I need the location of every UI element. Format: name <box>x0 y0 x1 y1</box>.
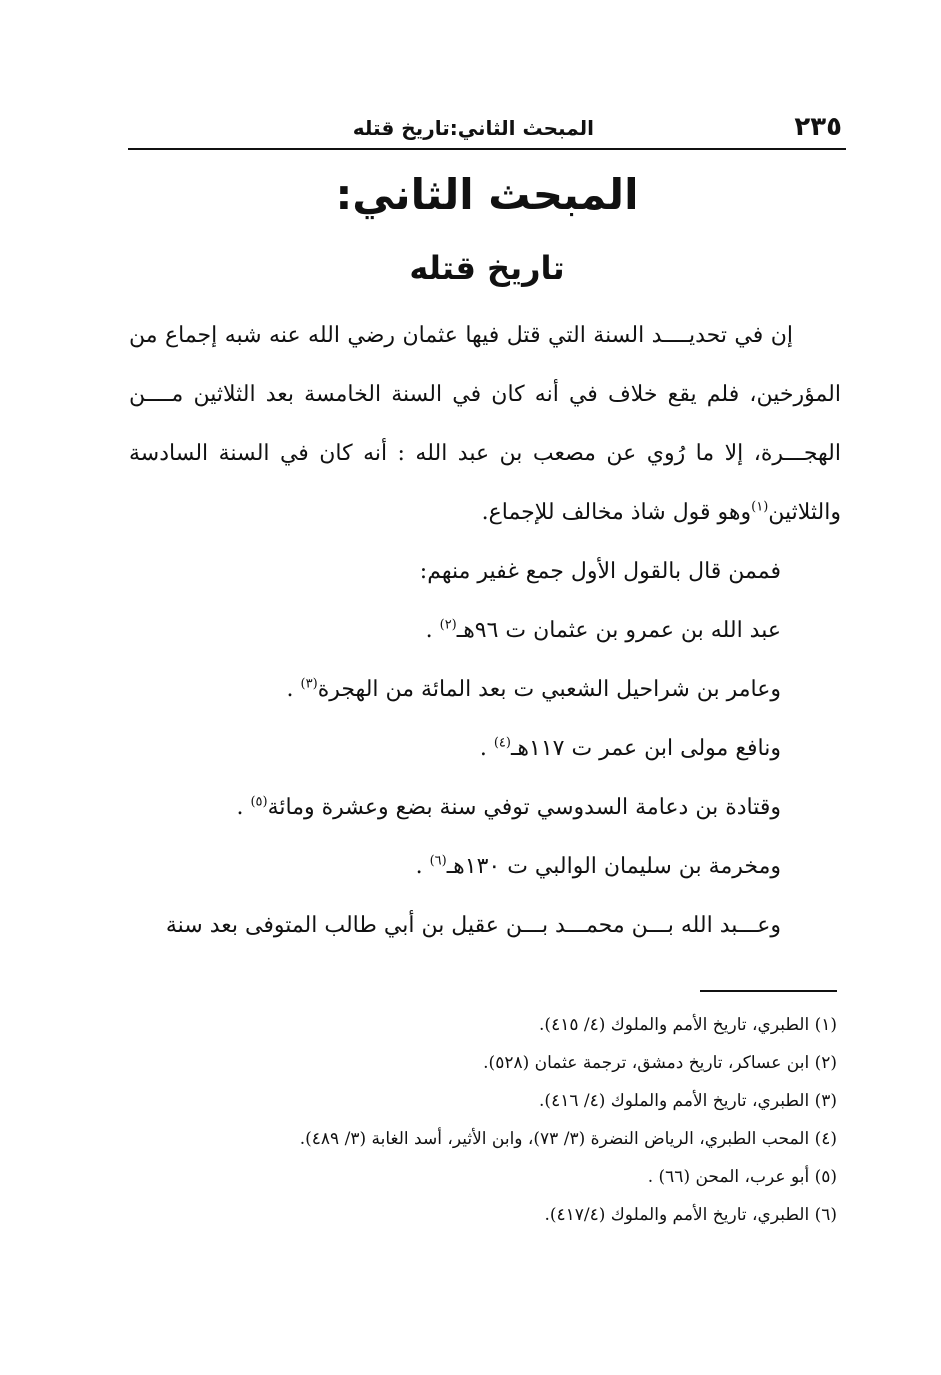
footnote-ref-5[interactable]: (٥) <box>250 794 268 810</box>
footnotes <box>147 1006 837 1234</box>
footnote-4: (٤) المحب الطبري، الرياض النضرة (٣/ ٧٣)، وابن الأثير، أسد الغابة (٣/ ٤٨٩). <box>299 1129 837 1149</box>
running-title: المبحث الثاني:تاريخ قتله <box>352 116 594 140</box>
footnote-2: (٢) ابن عساكر، تاريخ دمشق، ترجمة عثمان (٥٢٨). <box>483 1053 837 1073</box>
list-item: وعـــبد الله بـــن محمـــد بـــن عقيل بن أبي طالب المتوفى بعد سنة <box>165 913 781 938</box>
paragraph-1 <box>129 306 841 542</box>
footnote-3: (٣) الطبري، تاريخ الأمم والملوك (٤/ ٤١٦). <box>539 1091 837 1111</box>
footnote-ref-6[interactable]: (٦) <box>429 853 447 869</box>
footnote-ref-1[interactable]: (١) <box>751 499 769 515</box>
footnote-ref-4[interactable]: (٤) <box>493 735 511 751</box>
page-number: ٢٣٥ <box>794 112 842 142</box>
list-item: ونافع مولى ابن عمر ت ١١٧هـ$^{(٤)}$ . <box>479 735 781 761</box>
section-title: تاريخ قتله <box>409 249 565 287</box>
footnote-divider <box>700 990 837 992</box>
list-item: ومخرمة بن سليمان الوالبي ت ١٣٠هـ$^{(٦)}$ . <box>415 853 781 879</box>
chapter-title: المبحث الثاني: <box>335 170 639 219</box>
footnote-ref-2[interactable]: (٢) <box>439 617 457 633</box>
list-item: وعامر بن شراحيل الشعبي ت بعد المائة من الهجرة$^{(٣)}$ . <box>286 676 781 702</box>
footnote-6: (٦) الطبري، تاريخ الأمم والملوك (٤١٧/٤). <box>544 1205 837 1225</box>
footnote-ref-3[interactable]: (٣) <box>300 676 318 692</box>
list-item: وقتادة بن دعامة السدوسي توفي سنة بضع وعشرة ومائة$^{(٥)}$ . <box>236 794 781 820</box>
body-text <box>129 306 841 955</box>
paragraph-1-text: إن في تحديــــد السنة التي قتل فيها عثمان رضي الله عنه شبه إجماع من المؤرخين، فلم يقع خلاف في أنه كان في السنة الخامسة بعد الثلاثين مــــن الهجـــرة، إلا ما رُوي عن مصعب بن عبد الله : أنه كان في السنة السادسة والثلاثين <box>129 323 841 525</box>
list-item: عبد الله بن عمرو بن عثمان ت ٩٦هـ$^{(٢)}$ . <box>425 617 781 643</box>
running-header <box>128 112 846 150</box>
list-intro: فممن قال بالقول الأول جمع غفير منهم: <box>419 559 781 584</box>
footnote-5: (٥) أبو عرب، المحن (٦٦) . <box>647 1167 837 1187</box>
paragraph-1-tail: وهو قول شاذ مخالف للإجماع. <box>481 500 752 525</box>
footnote-1: (١) الطبري، تاريخ الأمم والملوك (٤/ ٤١٥). <box>539 1015 837 1035</box>
